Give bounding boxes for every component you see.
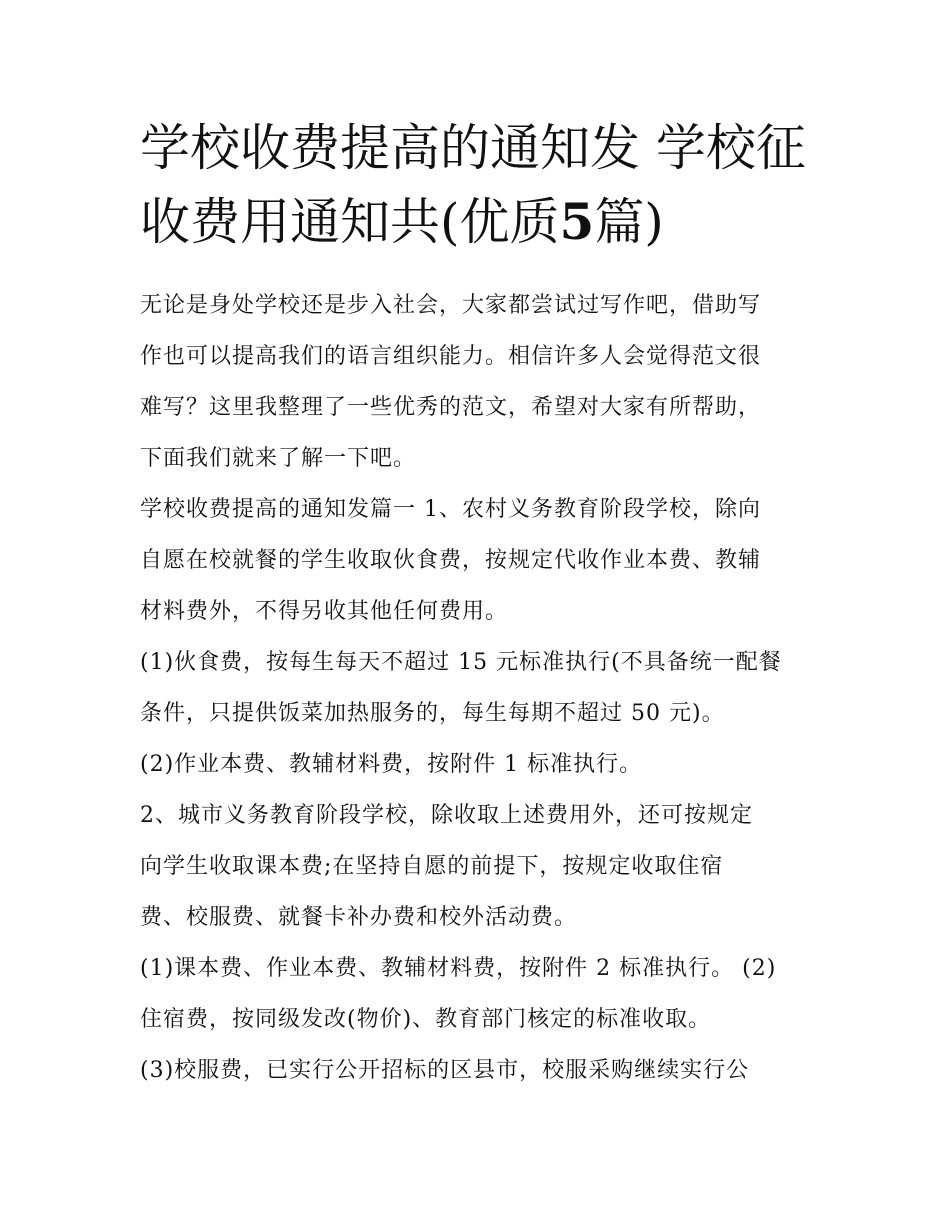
body-line: 自愿在校就餐的学生收取伙食费，按规定代收作业本费、教辅 <box>140 548 762 573</box>
body-line: 学校收费提高的通知发篇一 1、农村义务教育阶段学校，除向 <box>140 497 761 522</box>
body-line: (1)课本费、作业本费、教辅材料费，按附件 2 标准执行。 (2) <box>140 956 777 981</box>
body-line: (3)校服费，已实行公开招标的区县市，校服采购继续实行公 <box>140 1058 750 1083</box>
body-line: (2)作业本费、教辅材料费，按附件 1 标准执行。 <box>140 752 643 777</box>
body-line: 条件，只提供饭菜加热服务的，每生每期不超过 50 元)。 <box>140 701 725 726</box>
body-line: 难写？这里我整理了一些优秀的范文，希望对大家有所帮助， <box>140 395 762 420</box>
body-line: 作也可以提高我们的语言组织能力。相信许多人会觉得范文很 <box>140 344 762 369</box>
body-line: 向学生收取课本费;在坚持自愿的前提下，按规定收取住宿 <box>140 854 724 879</box>
body-line: 2、城市义务教育阶段学校，除收取上述费用外，还可按规定 <box>140 803 753 828</box>
title-line-1: 学校收费提高的通知发 学校征 <box>140 119 806 177</box>
body-line: 下面我们就来了解一下吧。 <box>140 446 417 471</box>
body-line: 费、校服费、就餐卡补办费和校外活动费。 <box>140 905 578 930</box>
document-body <box>140 280 820 1096</box>
body-line: (1)伙食费，按每生每天不超过 15 元标准执行(不具备统一配餐 <box>140 650 782 675</box>
title-line-2-prefix: 收费用通知共(优质 <box>140 193 560 251</box>
body-line: 住宿费，按同级发改(物价)、教育部门核定的标准收取。 <box>140 1007 712 1032</box>
title-line-2 <box>140 185 820 259</box>
title-count: 5 <box>559 192 595 251</box>
body-line: 材料费外，不得另收其他任何费用。 <box>140 599 509 624</box>
title-line-2-suffix: 篇) <box>594 193 664 251</box>
body-line: 无论是身处学校还是步入社会，大家都尝试过写作吧，借助写 <box>140 293 762 318</box>
document-title <box>140 112 820 259</box>
